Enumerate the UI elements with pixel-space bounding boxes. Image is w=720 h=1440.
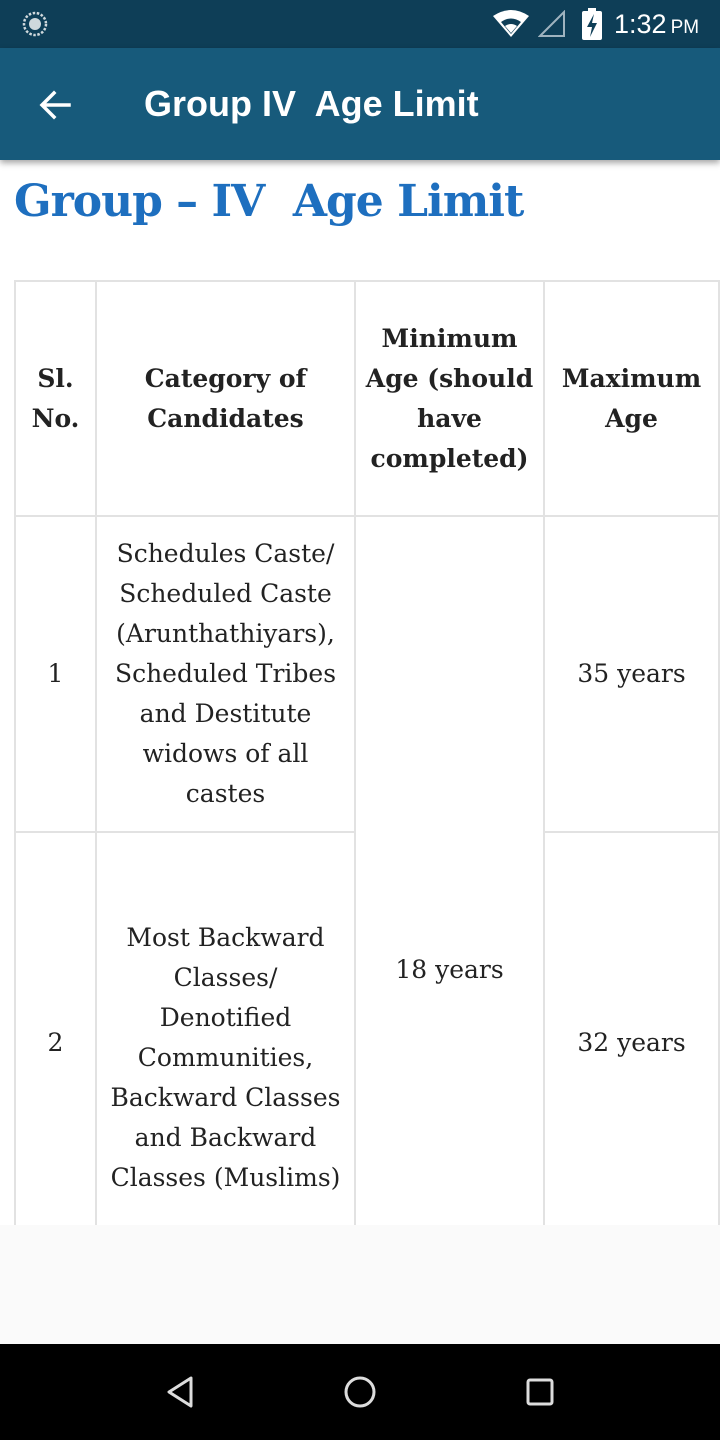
app-bar-title: Group IV Age Limit xyxy=(144,83,479,124)
header-maximum-age: Maximum Age xyxy=(544,281,719,516)
cell-sl-no: 2 xyxy=(15,832,96,1225)
content-area[interactable] xyxy=(0,160,720,1225)
navigation-bar xyxy=(0,1344,720,1440)
age-limit-table xyxy=(14,280,720,1225)
nav-home-button[interactable] xyxy=(338,1370,382,1414)
table-header-row xyxy=(15,281,719,516)
header-sl-no: Sl. No. xyxy=(15,281,96,516)
wifi-icon xyxy=(492,10,530,38)
cell-category: Schedules Caste/ Scheduled Caste (Arunthathiyars), Scheduled Tribes and Destitute widows of all castes xyxy=(96,516,355,832)
nav-home-icon xyxy=(342,1374,378,1410)
nav-recents-button[interactable] xyxy=(518,1370,562,1414)
header-minimum-age: Minimum Age (should have completed) xyxy=(355,281,544,516)
blank-area xyxy=(0,1225,720,1344)
signal-icon xyxy=(538,10,566,38)
back-button[interactable] xyxy=(30,80,80,130)
page-heading: Group – IV Age Limit xyxy=(14,176,524,227)
cell-maximum-age: 35 years xyxy=(544,516,719,832)
header-category: Category of Candidates xyxy=(96,281,355,516)
cell-category: Most Backward Classes/ Denotified Communities, Backward Classes and Backward Classes (Muslims) xyxy=(96,832,355,1225)
clock-ampm: PM xyxy=(670,17,700,38)
status-bar xyxy=(0,0,720,48)
battery-charging-icon xyxy=(582,8,602,40)
notification-icon xyxy=(22,11,48,37)
cell-maximum-age: 32 years xyxy=(544,832,719,1225)
clock xyxy=(614,8,699,40)
table-row xyxy=(15,516,719,832)
nav-back-icon xyxy=(165,1375,195,1409)
cell-sl-no: 1 xyxy=(15,516,96,832)
cell-minimum-age: 18 years xyxy=(355,516,544,1225)
app-bar xyxy=(0,48,720,160)
nav-back-button[interactable] xyxy=(158,1370,202,1414)
nav-recents-icon xyxy=(525,1377,555,1407)
arrow-back-icon xyxy=(37,87,73,123)
clock-time: 1:32 xyxy=(614,9,667,39)
